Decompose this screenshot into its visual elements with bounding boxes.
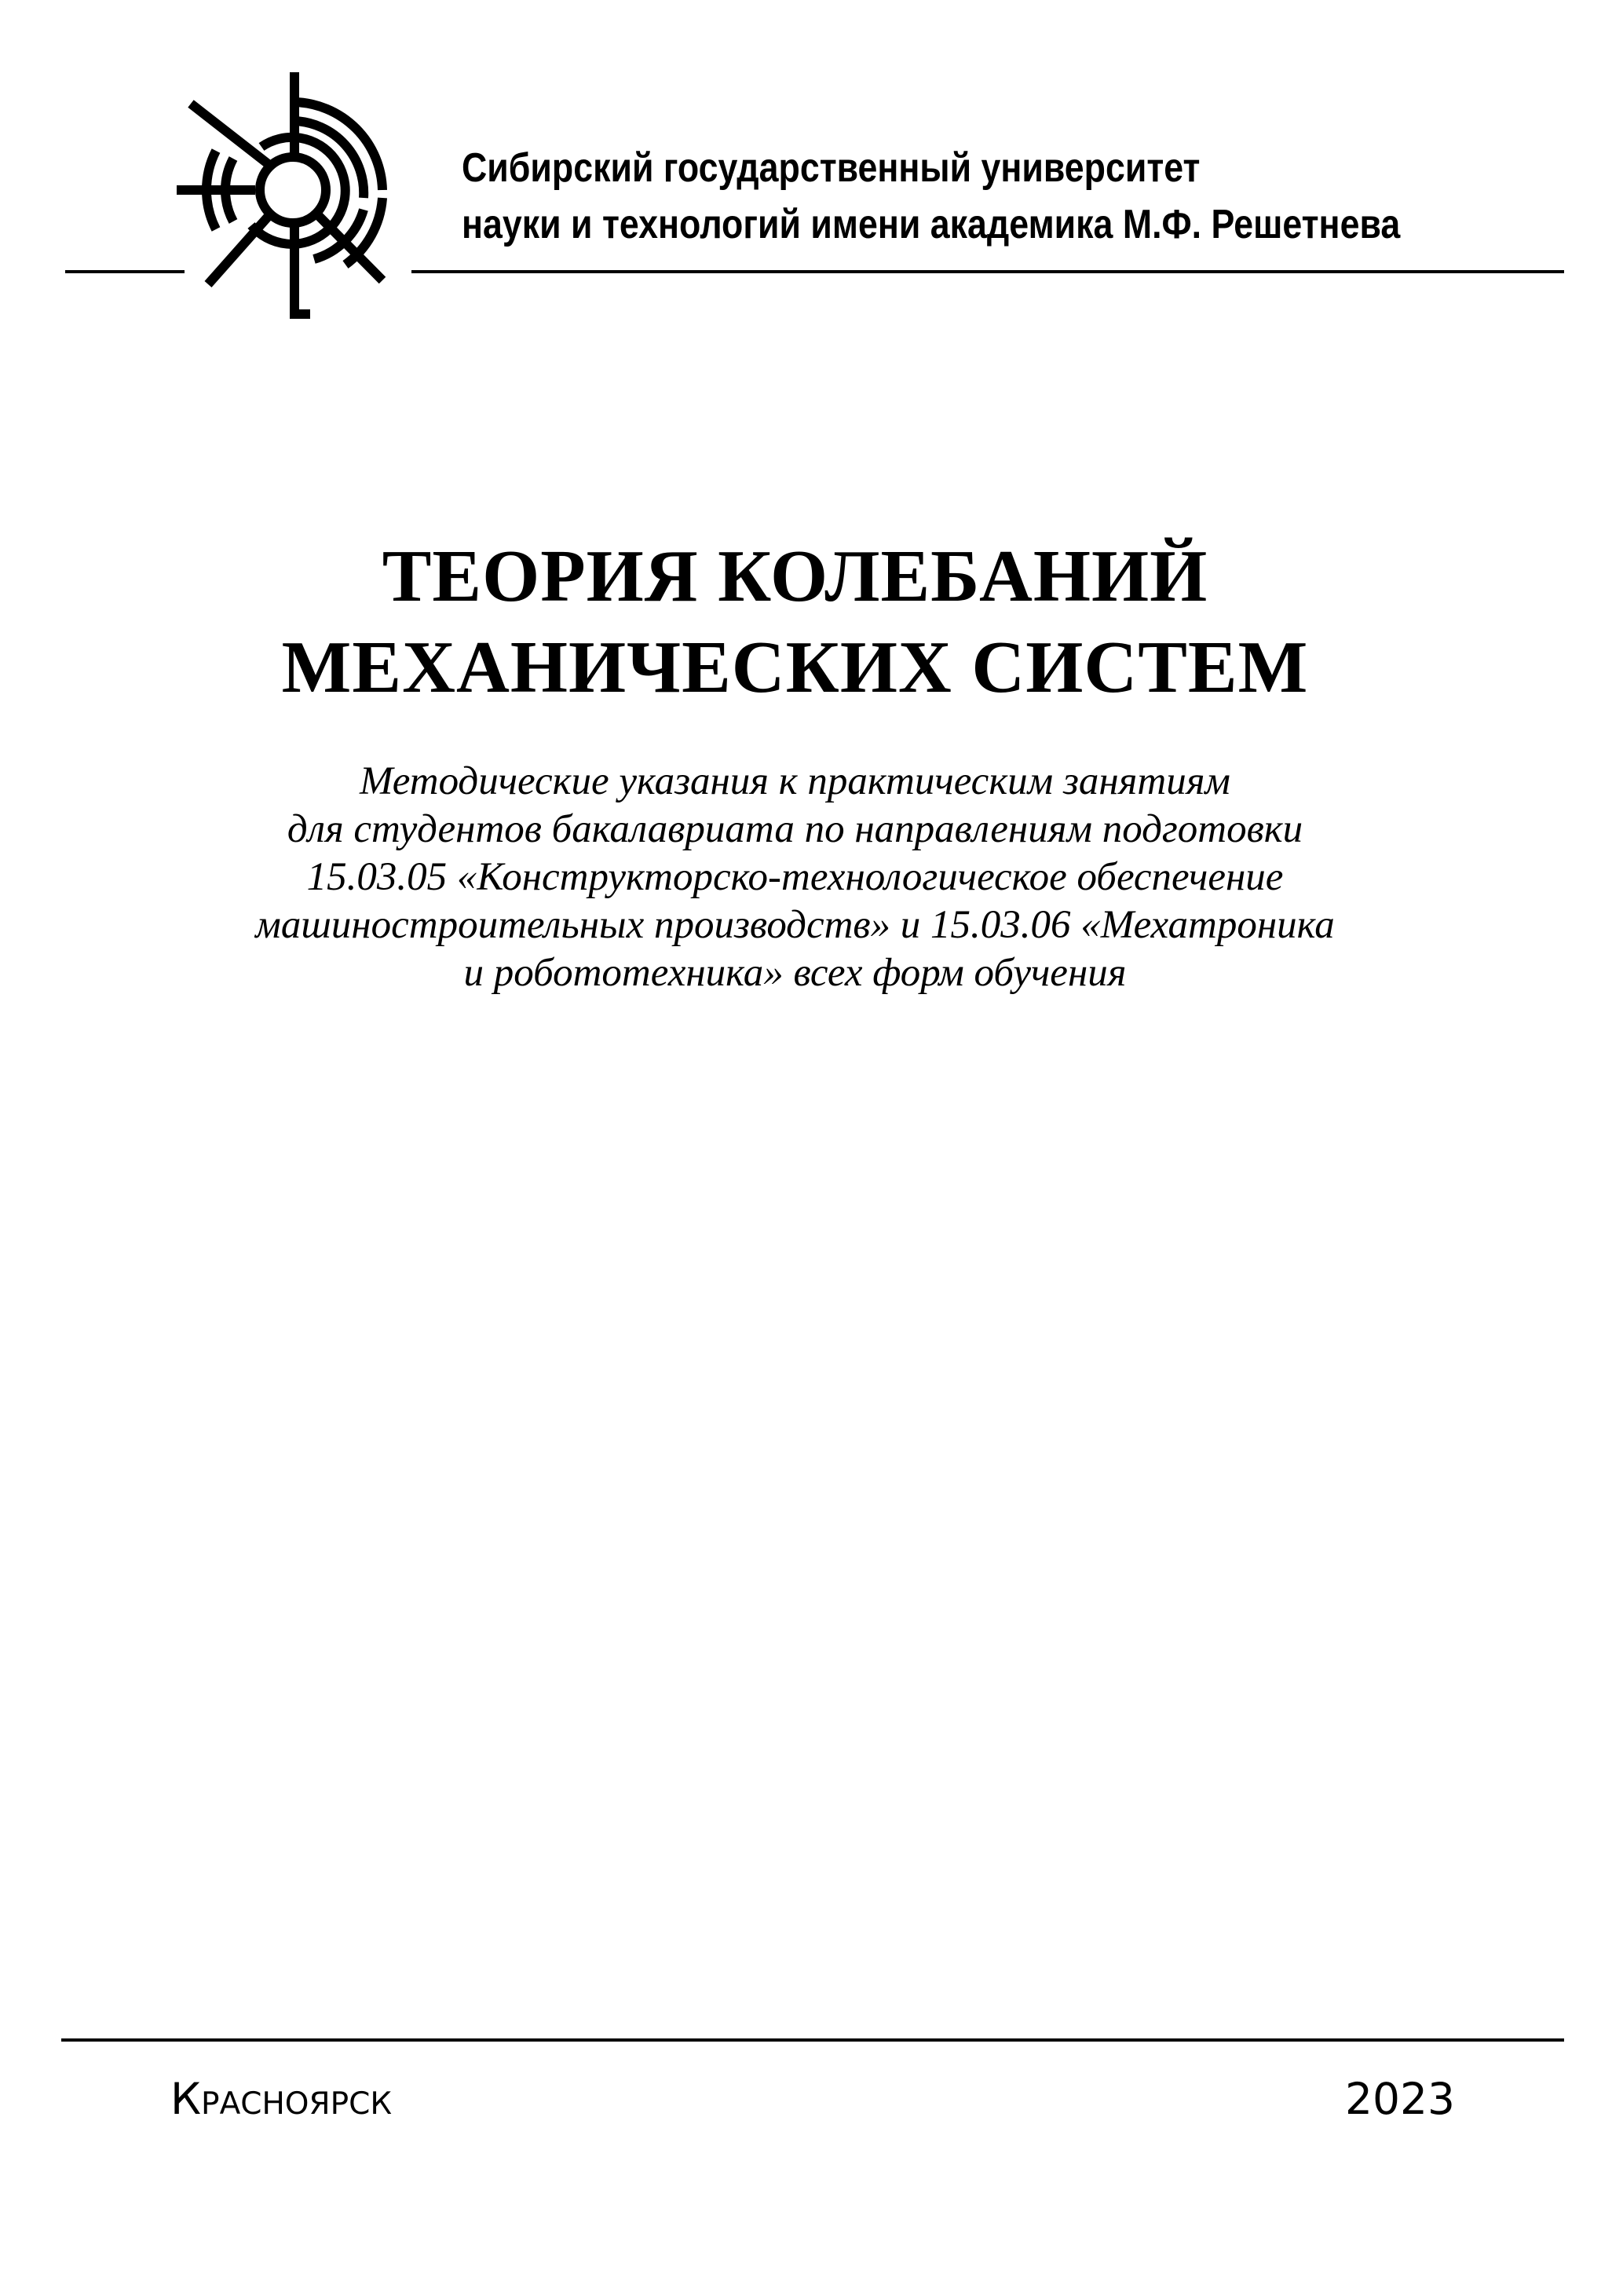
university-name-line1: Сибирский государственный университет	[462, 145, 1201, 191]
document-title	[0, 531, 1590, 713]
header-rule-right	[411, 270, 1564, 273]
document-subtitle-line3: 15.03.05 «Конструкторско-технологическое обеспечение	[306, 855, 1284, 899]
document-subtitle-line1: Методические указания к практическим занятиям	[360, 759, 1230, 803]
publication-city: Красноярск	[170, 2074, 393, 2124]
university-name	[462, 140, 1407, 253]
document-subtitle	[0, 758, 1590, 997]
footer-rule	[61, 2038, 1564, 2042]
publication-year: 2023	[1345, 2074, 1455, 2124]
document-subtitle-line2: для студентов бакалавриата по направлениям подготовки	[287, 807, 1303, 851]
document-title-line1: ТЕОРИЯ КОЛЕБАНИЙ	[382, 536, 1208, 617]
university-emblem-icon	[177, 72, 397, 322]
document-subtitle-line4: машиностроительных производств» и 15.03.06 «Мехатроника	[255, 903, 1335, 947]
document-title-line2: МЕХАНИЧЕСКИХ СИСТЕМ	[281, 627, 1309, 708]
university-name-line2: науки и технологий имени академика М.Ф. Решетнева	[462, 202, 1401, 247]
header-rule-left	[65, 270, 185, 273]
document-subtitle-line5: и робототехника» всех форм обучения	[463, 951, 1127, 995]
